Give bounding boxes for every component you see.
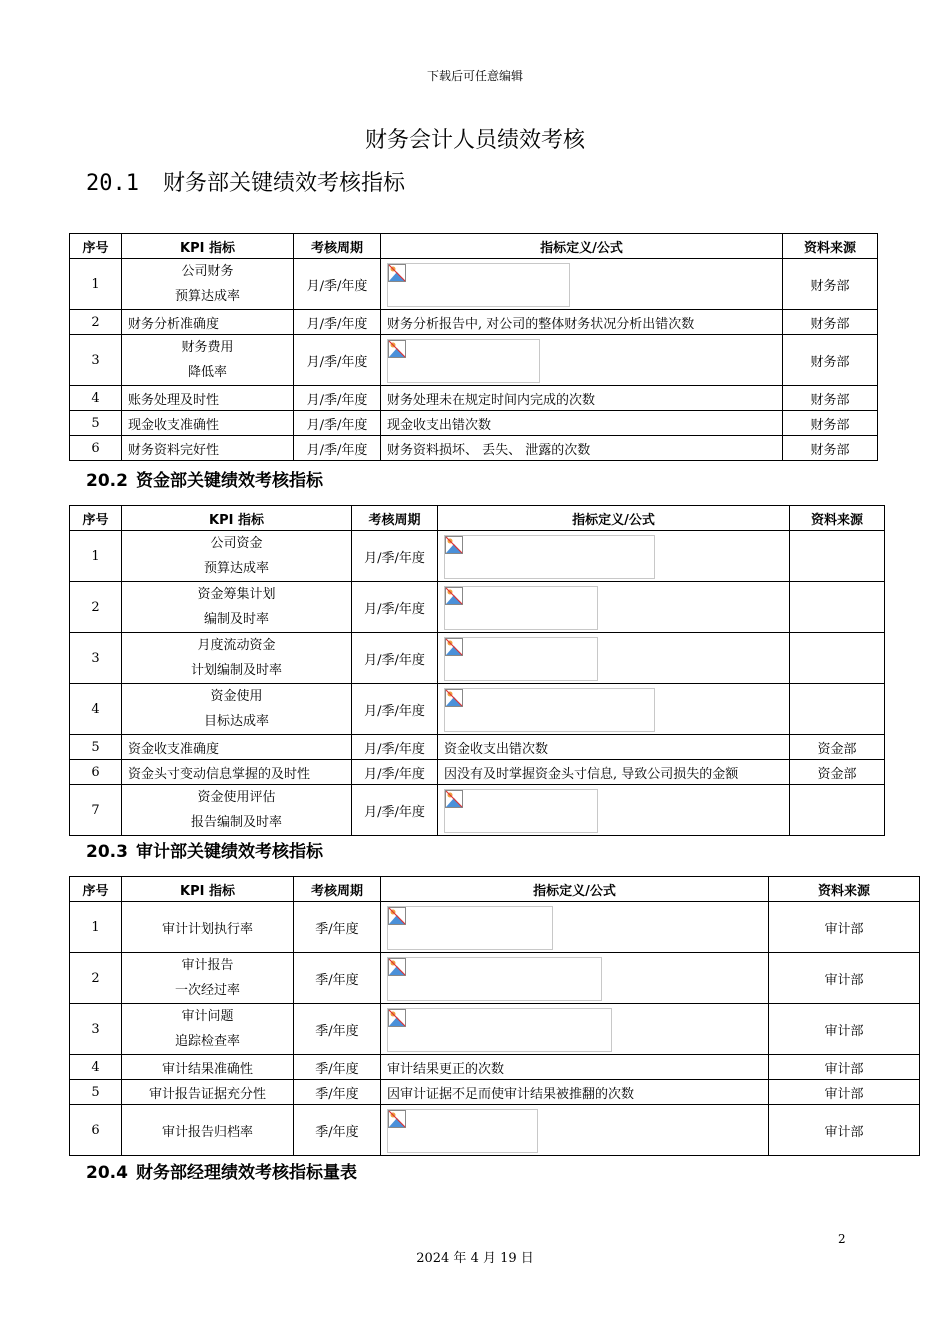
row-index: 7 [70, 785, 122, 836]
section-4-title: 财务部经理绩效考核指标量表 [135, 1163, 357, 1183]
section-3-title: 审计部关键绩效考核指标 [135, 842, 323, 862]
broken-image-icon [445, 536, 463, 554]
col-period-header: 考核周期 [294, 877, 381, 902]
row-index: 3 [70, 335, 122, 386]
col-source-header: 资料来源 [769, 877, 920, 902]
formula-image [444, 637, 598, 681]
row-definition: 审计结果更正的次数 [381, 1055, 769, 1080]
row-definition: 财务资料损坏、 丢失、 泄露的次数 [381, 436, 783, 461]
row-kpi: 资金使用 目标达成率 [122, 684, 352, 735]
row-period: 季/年度 [294, 953, 381, 1004]
row-source: 审计部 [769, 1004, 920, 1055]
row-period: 月/季/年度 [294, 411, 381, 436]
section-4-number: 20.4 [86, 1163, 128, 1183]
row-index: 1 [70, 531, 122, 582]
row-source: 财务部 [783, 436, 878, 461]
row-definition [381, 335, 783, 386]
table-row [70, 633, 885, 684]
row-kpi: 财务资料完好性 [122, 436, 294, 461]
row-kpi: 月度流动资金 计划编制及时率 [122, 633, 352, 684]
col-kpi-header: KPI 指标 [122, 506, 352, 531]
section-2-heading [86, 466, 323, 491]
row-kpi: 审计计划执行率 [122, 902, 294, 953]
row-source [790, 531, 885, 582]
row-period: 月/季/年度 [352, 684, 438, 735]
row-definition: 财务分析报告中, 对公司的整体财务状况分析出错次数 [381, 310, 783, 335]
formula-image [444, 586, 598, 630]
broken-image-icon [445, 790, 463, 808]
formula-image [444, 535, 655, 579]
row-period: 季/年度 [294, 902, 381, 953]
row-kpi: 资金筹集计划 编制及时率 [122, 582, 352, 633]
formula-image [387, 957, 602, 1001]
row-period: 月/季/年度 [352, 760, 438, 785]
section-3-number: 20.3 [86, 842, 128, 862]
row-source: 财务部 [783, 310, 878, 335]
row-definition [438, 582, 790, 633]
row-kpi: 现金收支准确性 [122, 411, 294, 436]
col-definition-header: 指标定义/公式 [381, 877, 769, 902]
row-period: 月/季/年度 [352, 735, 438, 760]
row-period: 季/年度 [294, 1055, 381, 1080]
section-4-heading [86, 1158, 357, 1183]
broken-image-icon [445, 689, 463, 707]
section-2-table [69, 505, 885, 836]
table-row [70, 531, 885, 582]
formula-image [387, 339, 540, 383]
row-definition: 因审计证据不足而使审计结果被推翻的次数 [381, 1080, 769, 1105]
row-index: 2 [70, 582, 122, 633]
row-index: 4 [70, 1055, 122, 1080]
row-source: 审计部 [769, 953, 920, 1004]
table-row [70, 582, 885, 633]
row-index: 2 [70, 953, 122, 1004]
row-definition: 现金收支出错次数 [381, 411, 783, 436]
row-kpi: 审计报告归档率 [122, 1105, 294, 1156]
broken-image-icon [388, 264, 406, 282]
col-kpi-header: KPI 指标 [122, 877, 294, 902]
formula-image [387, 1008, 612, 1052]
row-definition [438, 785, 790, 836]
row-index: 4 [70, 684, 122, 735]
col-period-header: 考核周期 [352, 506, 438, 531]
row-source [790, 633, 885, 684]
header-note: 下载后可任意编辑 [426, 69, 523, 83]
table-row [70, 1080, 920, 1105]
broken-image-icon [388, 1110, 406, 1128]
col-kpi-header: KPI 指标 [122, 234, 294, 259]
broken-image-icon [445, 638, 463, 656]
row-period: 月/季/年度 [352, 633, 438, 684]
row-kpi: 财务费用 降低率 [122, 335, 294, 386]
row-kpi: 资金使用评估 报告编制及时率 [122, 785, 352, 836]
col-index-header: 序号 [70, 506, 122, 531]
formula-image [444, 789, 598, 833]
row-period: 月/季/年度 [352, 785, 438, 836]
section-2-title: 资金部关键绩效考核指标 [135, 471, 323, 491]
table-row [70, 335, 878, 386]
row-source: 财务部 [783, 259, 878, 310]
row-kpi: 账务处理及时性 [122, 386, 294, 411]
row-index: 5 [70, 735, 122, 760]
row-source: 资金部 [790, 735, 885, 760]
row-index: 3 [70, 1004, 122, 1055]
row-definition: 资金收支出错次数 [438, 735, 790, 760]
row-period: 月/季/年度 [352, 582, 438, 633]
row-kpi: 财务分析准确度 [122, 310, 294, 335]
page-number: 2 [838, 1232, 846, 1246]
row-index: 6 [70, 760, 122, 785]
row-definition [381, 259, 783, 310]
broken-image-icon [388, 958, 406, 976]
table-row [70, 902, 920, 953]
table-row [70, 735, 885, 760]
table-row [70, 436, 878, 461]
table-header-row [70, 877, 920, 902]
table-header-row [70, 234, 878, 259]
table-row [70, 1004, 920, 1055]
row-definition [438, 684, 790, 735]
table-row [70, 1055, 920, 1080]
row-index: 5 [70, 411, 122, 436]
table-row [70, 953, 920, 1004]
row-index: 3 [70, 633, 122, 684]
row-index: 6 [70, 436, 122, 461]
row-definition [381, 902, 769, 953]
row-index: 6 [70, 1105, 122, 1156]
table-row [70, 411, 878, 436]
row-source [790, 684, 885, 735]
row-period: 季/年度 [294, 1004, 381, 1055]
row-source: 资金部 [790, 760, 885, 785]
document-title: 财务会计人员绩效考核 [364, 128, 585, 153]
table-row [70, 785, 885, 836]
broken-image-icon [388, 907, 406, 925]
col-definition-header: 指标定义/公式 [381, 234, 783, 259]
row-period: 月/季/年度 [294, 436, 381, 461]
row-source: 财务部 [783, 411, 878, 436]
row-period: 月/季/年度 [294, 386, 381, 411]
row-index: 5 [70, 1080, 122, 1105]
row-kpi: 资金收支准确度 [122, 735, 352, 760]
row-source [790, 785, 885, 836]
col-definition-header: 指标定义/公式 [438, 506, 790, 531]
row-source: 审计部 [769, 1105, 920, 1156]
broken-image-icon [445, 587, 463, 605]
row-source [790, 582, 885, 633]
formula-image [387, 263, 570, 307]
row-kpi: 资金头寸变动信息掌握的及时性 [122, 760, 352, 785]
row-index: 2 [70, 310, 122, 335]
section-1-number: 20.1 [86, 171, 139, 196]
row-definition [381, 1004, 769, 1055]
section-1-heading [86, 166, 405, 197]
row-period: 月/季/年度 [294, 310, 381, 335]
row-period: 季/年度 [294, 1105, 381, 1156]
row-definition [438, 531, 790, 582]
row-period: 月/季/年度 [294, 259, 381, 310]
table-row [70, 1105, 920, 1156]
formula-image [444, 688, 655, 732]
table-row [70, 386, 878, 411]
row-index: 1 [70, 259, 122, 310]
table-row [70, 259, 878, 310]
table-header-row [70, 506, 885, 531]
section-2-number: 20.2 [86, 471, 128, 491]
row-period: 季/年度 [294, 1080, 381, 1105]
row-index: 4 [70, 386, 122, 411]
row-source: 审计部 [769, 902, 920, 953]
row-source: 审计部 [769, 1055, 920, 1080]
row-definition [438, 633, 790, 684]
row-definition [381, 953, 769, 1004]
col-period-header: 考核周期 [294, 234, 381, 259]
row-source: 财务部 [783, 386, 878, 411]
formula-image [387, 1109, 538, 1153]
row-definition [381, 1105, 769, 1156]
broken-image-icon [388, 1009, 406, 1027]
section-1-table [69, 233, 878, 461]
section-3-heading [86, 837, 323, 862]
row-kpi: 审计报告 一次经过率 [122, 953, 294, 1004]
row-kpi: 公司财务 预算达成率 [122, 259, 294, 310]
col-index-header: 序号 [70, 234, 122, 259]
col-index-header: 序号 [70, 877, 122, 902]
table-row [70, 760, 885, 785]
col-source-header: 资料来源 [783, 234, 878, 259]
section-3-table [69, 876, 920, 1156]
row-definition: 财务处理未在规定时间内完成的次数 [381, 386, 783, 411]
row-source: 审计部 [769, 1080, 920, 1105]
row-kpi: 审计问题 追踪检查率 [122, 1004, 294, 1055]
row-kpi: 审计报告证据充分性 [122, 1080, 294, 1105]
row-period: 月/季/年度 [294, 335, 381, 386]
row-index: 1 [70, 902, 122, 953]
section-1-title: 财务部关键绩效考核指标 [162, 171, 405, 196]
table-row [70, 310, 878, 335]
row-definition: 因没有及时掌握资金头寸信息, 导致公司损失的金额 [438, 760, 790, 785]
col-source-header: 资料来源 [790, 506, 885, 531]
table-row [70, 684, 885, 735]
formula-image [387, 906, 553, 950]
row-kpi: 审计结果准确性 [122, 1055, 294, 1080]
footer-date: 2024 年 4 月 19 日 [416, 1251, 534, 1266]
row-kpi: 公司资金 预算达成率 [122, 531, 352, 582]
broken-image-icon [388, 340, 406, 358]
row-period: 月/季/年度 [352, 531, 438, 582]
row-source: 财务部 [783, 335, 878, 386]
